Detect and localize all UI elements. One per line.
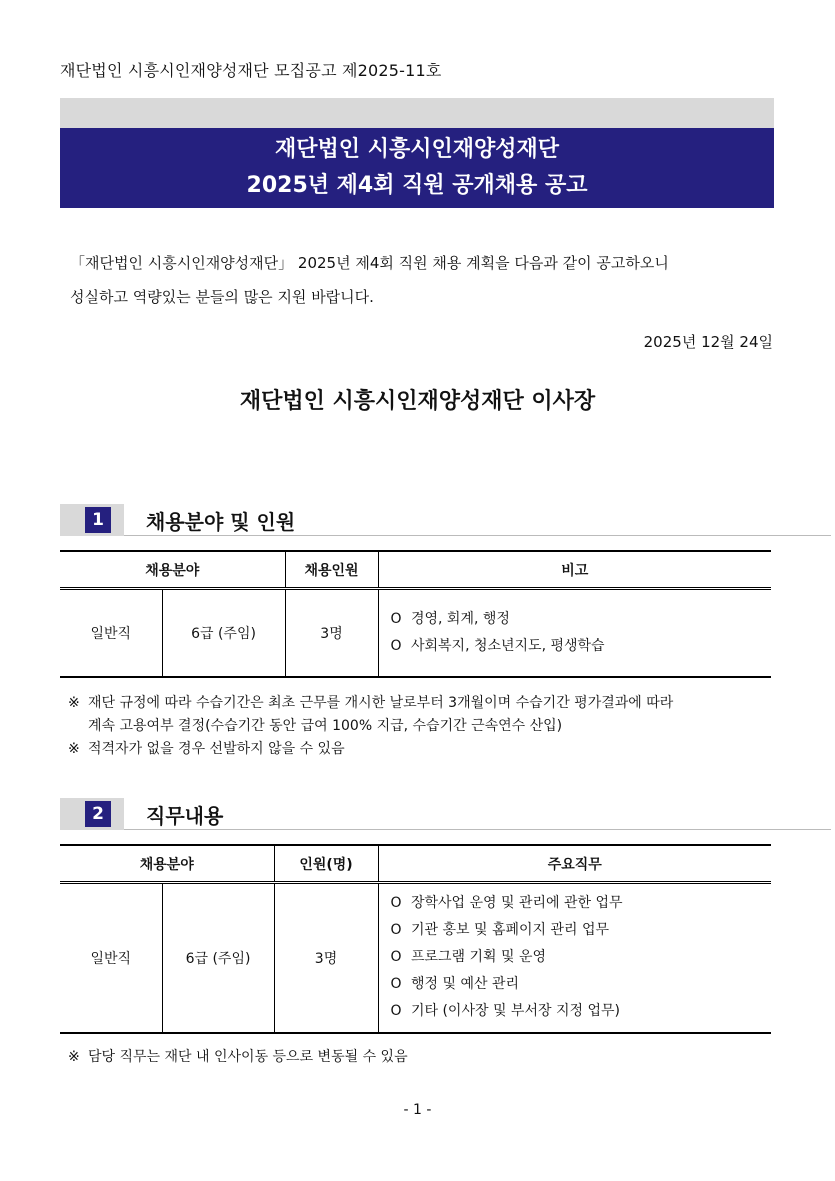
intro-line-1: 「재단법인 시흥시인재양성재단」 2025년 제4회 직원 채용 계획을 다음과 같이 공고하오니 xyxy=(70,254,669,272)
header-notes: 비고 xyxy=(378,551,771,589)
footnote: ※ 재단 규정에 따라 수습기간은 최초 근무를 개시한 날로부터 3개월이며 수습기간 평가결과에 따라 xyxy=(68,695,674,711)
signature: 재단법인 시흥시인재양성재단 이사장 xyxy=(239,389,596,414)
section-number: 2 xyxy=(85,801,111,827)
cell-grade: 6급 (주임) xyxy=(162,589,285,677)
header-count: 채용인원 xyxy=(285,551,378,589)
footnote: ※ 담당 직무는 재단 내 인사이동 등으로 변동될 수 있음 xyxy=(68,1049,408,1065)
cell-count: 3명 xyxy=(274,883,378,1033)
list-item: O 행정 및 예산 관리 xyxy=(390,976,519,993)
cell-notes xyxy=(378,589,771,677)
cell-count: 3명 xyxy=(285,589,378,677)
title-line-1: 재단법인 시흥시인재양성재단 xyxy=(275,137,559,162)
header-count: 인원(명) xyxy=(274,845,378,883)
page-number: - 1 - xyxy=(403,1102,432,1118)
title-top-band xyxy=(60,98,774,128)
section-title: 직무내용 xyxy=(146,804,224,828)
list-item: O 장학사업 운영 및 관리에 관한 업무 xyxy=(390,895,623,912)
section-rule xyxy=(124,535,831,536)
list-item: O 경영, 회계, 행정 xyxy=(390,610,510,627)
list-item: O 기관 홍보 및 홈페이지 관리 업무 xyxy=(390,922,610,939)
section-title: 채용분야 및 인원 xyxy=(146,510,296,534)
section-1-footnotes xyxy=(68,692,673,761)
announcement-date: 2025년 12월 24일 xyxy=(643,333,773,351)
title-box xyxy=(60,128,774,208)
section-1-header xyxy=(60,504,770,538)
list-item: O 사회복지, 청소년지도, 평생학습 xyxy=(390,637,605,654)
list-item: O 기타 (이사장 및 부서장 지정 업무) xyxy=(390,1003,620,1020)
cell-category: 일반직 xyxy=(60,883,162,1033)
recruitment-table xyxy=(60,550,771,678)
intro-line-2: 성실하고 역량있는 분들의 많은 지원 바랍니다. xyxy=(70,288,374,306)
section-2-header xyxy=(60,798,770,832)
list-item: O 프로그램 기획 및 운영 xyxy=(390,949,547,966)
cell-duties xyxy=(378,883,771,1033)
duties-table xyxy=(60,844,771,1034)
cell-grade: 6급 (주임) xyxy=(162,883,274,1033)
title-line-2: 2025년 제4회 직원 공개채용 공고 xyxy=(246,173,588,198)
footnote-continued: 계속 고용여부 결정(수습기간 동안 급여 100% 지급, 수습기간 근속연수 산입) xyxy=(88,718,563,734)
header-category: 채용분야 xyxy=(60,551,285,589)
header-category: 채용분야 xyxy=(60,845,274,883)
footnote: ※ 적격자가 없을 경우 선발하지 않을 수 있음 xyxy=(68,741,345,757)
section-2-footnote xyxy=(68,1046,408,1069)
cell-category: 일반직 xyxy=(60,589,162,677)
header-duties: 주요직무 xyxy=(378,845,771,883)
section-rule xyxy=(124,829,831,830)
notice-number: 재단법인 시흥시인재양성재단 모집공고 제2025-11호 xyxy=(60,61,442,80)
section-number: 1 xyxy=(85,507,111,533)
intro-paragraph xyxy=(70,246,775,314)
